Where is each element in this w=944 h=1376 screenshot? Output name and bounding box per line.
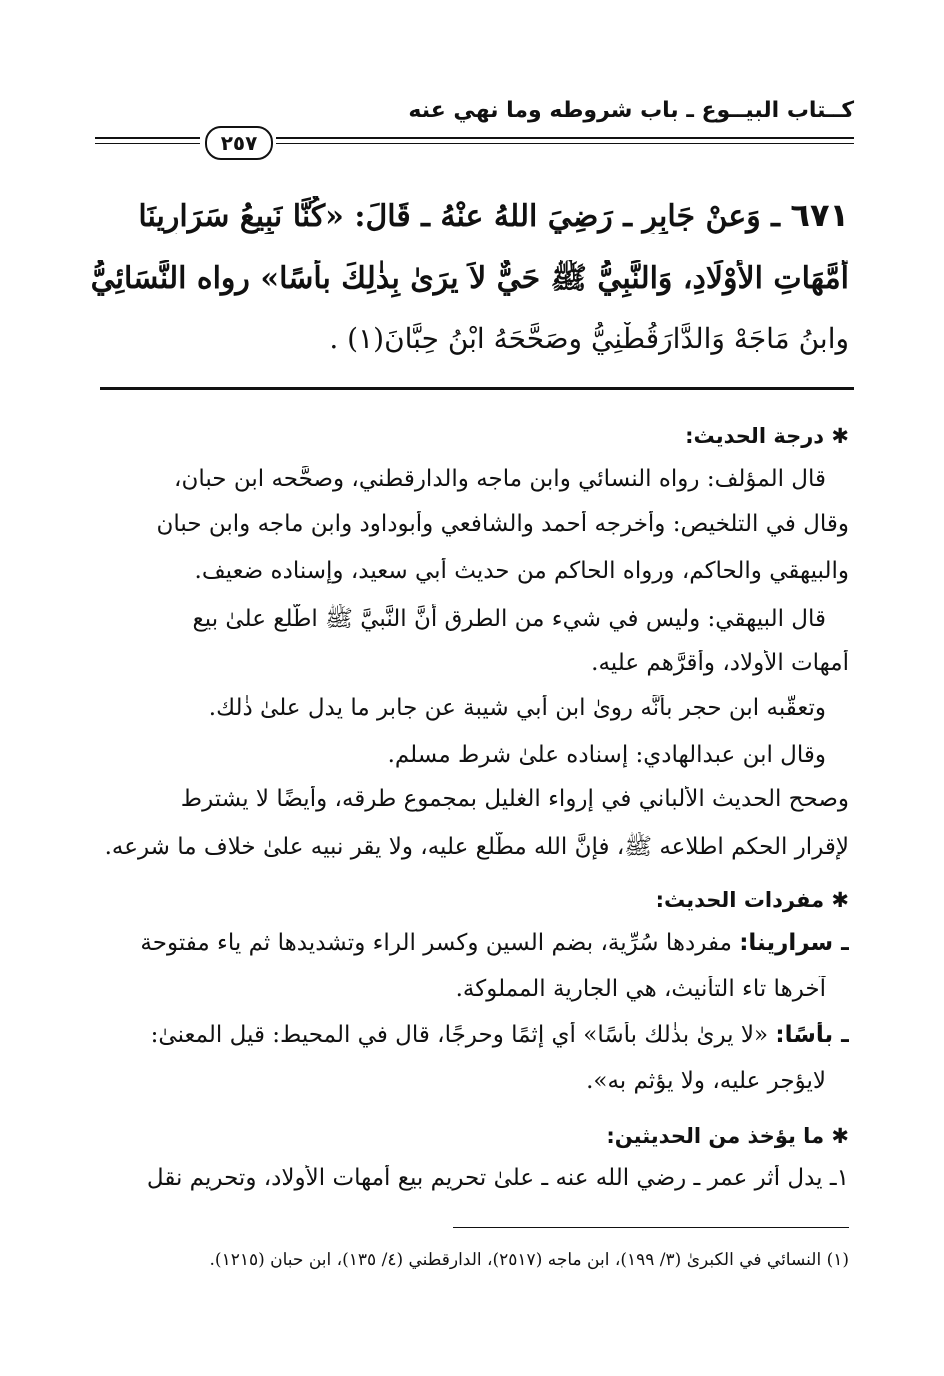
- hadith-line-2: أُمَّهَاتِ الأَوْلَادِ، وَالنَّبِيُّ ﷺ حَيٌّ لاَ يرَىٰ بِذٰلِكَ بأْسًا» رواه النَّسَائِيُّ: [91, 261, 849, 296]
- hadith-line-3: وابنُ مَاجَهْ وَالدَّارَقُطْنِيُّ وصَحَّحَهُ ابْنُ حِبَّانَ(١) .: [329, 322, 849, 355]
- degree-line-3: والبيهقي والحاكم، ورواه الحاكم من حديث أبي سعيد، وإسناده ضعيف.: [194, 558, 849, 584]
- footnote: (١) النسائي في الكبرىٰ (٣/ ١٩٩)، ابن ماجه (٢٥١٧)، الدارقطني (٤/ ١٣٥)، ابن حبان (١٢١٥).: [209, 1250, 849, 1270]
- vocab-term2-definition: «لا يرىٰ بذٰلك بأسًا» أي إثمًا وحرجًا، قال في المحيط: قيل المعنىٰ:: [150, 1022, 769, 1048]
- running-title: كــتاب البيــوع ـ باب شروطه وما نهي عنه: [408, 98, 854, 123]
- header-rule-left: [95, 137, 200, 139]
- takeaways-line-1: ١ـ يدل أثر عمر ـ رضي الله عنه ـ علىٰ تحريم بيع أمهات الأولاد، وتحريم نقل: [146, 1165, 849, 1191]
- degree-line-1: قال المؤلف: رواه النسائي وابن ماجه والدارقطني، وصحَّحه ابن حبان،: [174, 466, 826, 492]
- degree-heading: ✱ درجة الحديث:: [685, 424, 849, 448]
- degree-line-5: أمهات الأولاد، وأقرَّهم عليه.: [591, 650, 849, 676]
- header-rule-left-thin: [95, 143, 200, 144]
- asterisk-icon: ✱: [824, 424, 849, 448]
- degree-line-2: وقال في التلخيص: وأخرجه أحمد والشافعي وأبوداود وابن ماجه وابن حبان: [156, 511, 849, 537]
- asterisk-icon: ✱: [824, 888, 849, 912]
- hadith-number: ٦٧١: [790, 196, 849, 234]
- degree-line-9: لإقرار الحكم اطلاعه ﷺ، فإنَّ الله مطَّلع عليه، ولا يقر نبيه علىٰ خلاف ما شرعه.: [104, 834, 849, 860]
- header-rule-right-thin: [276, 143, 854, 144]
- vocab-term-2: ـ بأسًا:: [775, 1022, 849, 1048]
- hadith-line-1: [91, 196, 849, 234]
- section-divider: [100, 387, 854, 390]
- hadith-text-line-1: وَعنْ جَابِرٍ ـ رَضِيَ اللهُ عنْهُ ـ قَالَ: «كُنَّا نَبِيعُ سَرَارِينَا: [138, 199, 761, 234]
- hadith-dash: ـ: [760, 199, 780, 234]
- footnote-rule: [453, 1227, 849, 1228]
- vocab-term2-line-2: لايؤجر عليه، ولا يؤثم به».: [586, 1068, 826, 1094]
- vocab-term1-definition: مفردها سُرِّية، بضم السين وكسر الراء وتشديدها ثم ياء مفتوحة: [140, 930, 732, 956]
- vocab-term-1: ـ سرارينا:: [739, 930, 849, 956]
- vocab-term1-line-1: [89, 930, 849, 956]
- vocab-term1-line-2: آخرها تاء التأنيث، هي الجارية المملوكة.: [455, 976, 826, 1002]
- vocab-term2-line-1: [89, 1022, 849, 1048]
- degree-line-7: وقال ابن عبدالهادي: إسناده علىٰ شرط مسلم.: [387, 742, 826, 768]
- takeaways-heading: ✱ ما يؤخذ من الحديثين:: [606, 1124, 849, 1148]
- degree-line-6: وتعقَّبه ابن حجر بأنَّه روىٰ ابن أبي شيبة عن جابر ما يدل علىٰ ذٰلك.: [208, 695, 826, 721]
- degree-line-4: قال البيهقي: وليس في شيء من الطرق أنَّ النَّبيَّ ﷺ اطَّلع علىٰ بيع: [192, 606, 826, 632]
- header-rule-right: [276, 137, 854, 139]
- page-number: ٢٥٧: [205, 126, 273, 160]
- vocab-heading: ✱ مفردات الحديث:: [655, 888, 849, 912]
- asterisk-icon: ✱: [824, 1124, 849, 1148]
- degree-line-8: وصحح الحديث الألباني في إرواء الغليل بمجموع طرقه، وأيضًا لا يشترط: [180, 786, 849, 812]
